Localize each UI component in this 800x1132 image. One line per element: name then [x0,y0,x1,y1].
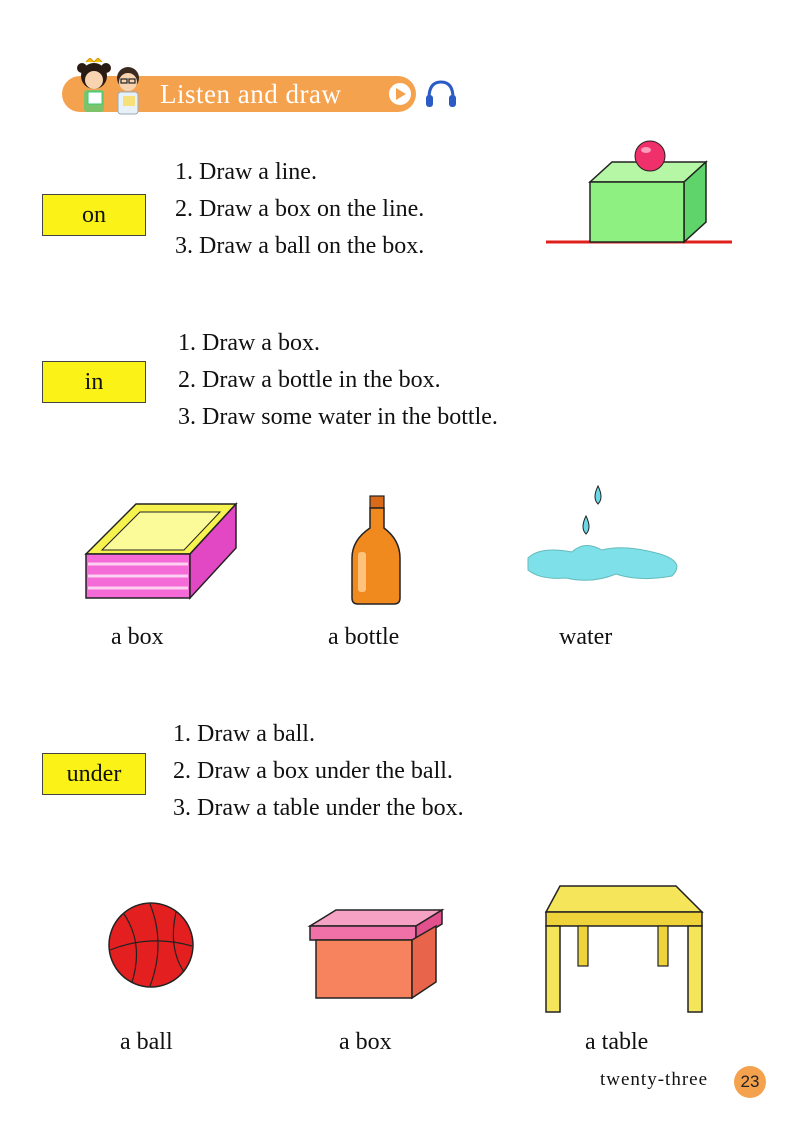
word-box-under: under [42,753,146,795]
caption-ball: a ball [120,1029,173,1055]
instruction-step: 2. Draw a box under the ball. [173,758,453,784]
word-box-in: in [42,361,146,403]
instruction-step: 2. Draw a box on the line. [175,196,425,222]
instruction-list-in [178,325,498,436]
caption-bottle: a bottle [328,624,400,650]
instruction-step: 1. Draw a box. [178,330,320,356]
instruction-step: 3. Draw some water in the bottle. [178,404,498,430]
ball-on-box-illustration [546,136,738,248]
instruction-step: 3. Draw a table under the box. [173,795,464,821]
section-title: Listen and draw [160,79,342,109]
caption-box-2: a box [339,1029,392,1055]
bottle-illustration [346,494,406,606]
instruction-step: 1. Draw a line. [175,159,317,185]
word-box-on: on [42,194,146,236]
ball-illustration [104,898,198,992]
children-reading-illustration [66,58,156,118]
instruction-step: 3. Draw a ball on the box. [175,233,425,259]
closed-box-illustration [304,906,452,1002]
instruction-step: 2. Draw a bottle in the box. [178,367,441,393]
page-number-words: twenty-three [600,1069,709,1090]
play-icon[interactable] [386,80,414,108]
caption-box: a box [111,624,164,650]
table-illustration [540,882,710,1016]
page-number-badge: 23 [734,1066,766,1098]
water-puddle-illustration [520,482,690,592]
instruction-list-on [175,154,424,265]
headphone-icon[interactable] [424,78,458,110]
instruction-step: 1. Draw a ball. [173,721,315,747]
instruction-list-under [173,716,464,827]
caption-table: a table [585,1029,649,1055]
caption-water: water [559,624,613,650]
open-box-illustration [80,498,240,604]
